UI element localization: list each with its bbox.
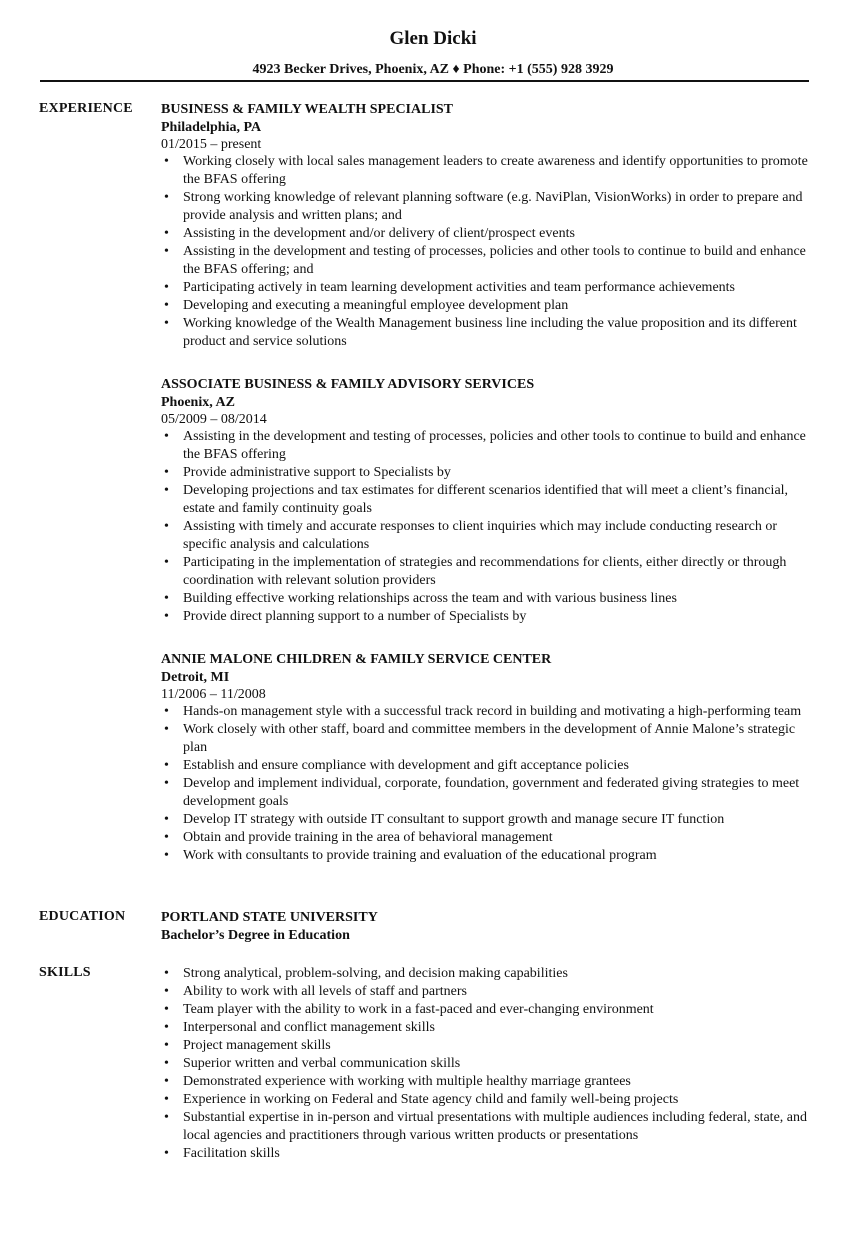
experience-heading: EXPERIENCE — [39, 101, 133, 116]
job-bullet: • Building effective working relationships across the team and with various business lines — [161, 590, 821, 608]
job-bullet: • Assisting in the development and/or delivery of client/prospect events — [161, 225, 821, 243]
job-location: Phoenix, AZ — [161, 395, 235, 410]
education-school: PORTLAND STATE UNIVERSITY — [161, 910, 378, 925]
job-bullet-list — [161, 428, 821, 626]
job-bullet: • Participating in the implementation of strategies and recommendations for clients, either directly or through coordination with relevant solution providers — [161, 554, 821, 590]
job-entry — [161, 101, 821, 351]
job-bullet: • Participating actively in team learning development activities and team performance achievements — [161, 279, 821, 297]
skill-item: • Strong analytical, problem-solving, and decision making capabilities — [161, 965, 821, 983]
skills-list — [161, 965, 821, 1163]
job-bullet-list — [161, 153, 821, 351]
job-bullet: • Hands-on management style with a successful track record in building and motivating a high-performing team — [161, 703, 821, 721]
education-degree: Bachelor’s Degree in Education — [161, 928, 350, 943]
skill-item: • Facilitation skills — [161, 1145, 821, 1163]
job-bullet: • Establish and ensure compliance with development and gift acceptance policies — [161, 757, 821, 775]
job-bullet: • Working closely with local sales management leaders to create awareness and identify opportunities to promote the BFAS offering — [161, 153, 821, 189]
skill-item: • Team player with the ability to work in a fast-paced and ever-changing environment — [161, 1001, 821, 1019]
skill-item: • Interpersonal and conflict management skills — [161, 1019, 821, 1037]
job-bullet: • Develop and implement individual, corporate, foundation, government and federated giving strategies to meet development goals — [161, 775, 821, 811]
skill-item: • Superior written and verbal communication skills — [161, 1055, 821, 1073]
job-dates: 05/2009 – 08/2014 — [161, 412, 267, 427]
job-bullet: • Obtain and provide training in the area of behavioral management — [161, 829, 821, 847]
header-divider — [40, 80, 809, 82]
job-location: Philadelphia, PA — [161, 120, 262, 135]
job-location: Detroit, MI — [161, 670, 230, 685]
job-bullet: • Assisting in the development and testing of processes, policies and other tools to continue to build and enhance the BFAS offering — [161, 428, 821, 464]
skill-item: • Ability to work with all levels of staff and partners — [161, 983, 821, 1001]
job-bullet: • Provide direct planning support to a number of Specialists by — [161, 608, 821, 626]
job-bullet: • Working knowledge of the Wealth Management business line including the value proposition and its different product and service solutions — [161, 315, 821, 351]
job-entry — [161, 376, 821, 626]
skills-body — [161, 965, 821, 1163]
experience-body — [161, 101, 821, 890]
job-bullet-list — [161, 703, 821, 865]
job-bullet: • Work with consultants to provide training and evaluation of the educational program — [161, 847, 821, 865]
candidate-name: Glen Dicki — [389, 28, 477, 49]
job-title: ASSOCIATE BUSINESS & FAMILY ADVISORY SERVICES — [161, 377, 535, 392]
contact-line: 4923 Becker Drives, Phoenix, AZ ♦ Phone: +1 (555) 928 3929 — [252, 62, 614, 77]
job-bullet: • Assisting with timely and accurate responses to client inquiries which may include conducting research or specific analysis and calculations — [161, 518, 821, 554]
skills-heading: SKILLS — [39, 965, 91, 980]
skill-item: • Experience in working on Federal and State agency child and family well-being projects — [161, 1091, 821, 1109]
job-dates: 11/2006 – 11/2008 — [161, 687, 266, 702]
job-bullet: • Developing and executing a meaningful employee development plan — [161, 297, 821, 315]
job-bullet: • Assisting in the development and testing of processes, policies and other tools to continue to build and enhance the BFAS offering; and — [161, 243, 821, 279]
job-bullet: • Provide administrative support to Specialists by — [161, 464, 821, 482]
job-title: ANNIE MALONE CHILDREN & FAMILY SERVICE CENTER — [161, 652, 552, 667]
skill-item: • Substantial expertise in in-person and virtual presentations with multiple audiences including federal, state, and local agencies and practitioners through various written products or presentations — [161, 1109, 821, 1145]
job-entry — [161, 651, 821, 865]
skill-item: • Demonstrated experience with working with multiple healthy marriage grantees — [161, 1073, 821, 1091]
skill-item: • Project management skills — [161, 1037, 821, 1055]
education-body — [161, 909, 821, 945]
job-bullet: • Work closely with other staff, board and committee members in the development of Annie Malone’s strategic plan — [161, 721, 821, 757]
job-title: BUSINESS & FAMILY WEALTH SPECIALIST — [161, 102, 454, 117]
job-bullet: • Develop IT strategy with outside IT consultant to support growth and manage secure IT function — [161, 811, 821, 829]
education-heading: EDUCATION — [39, 909, 126, 924]
job-dates: 01/2015 – present — [161, 137, 262, 152]
job-bullet: • Developing projections and tax estimates for different scenarios identified that will meet a client’s financial, estate and family continuity goals — [161, 482, 821, 518]
job-bullet: • Strong working knowledge of relevant planning software (e.g. NaviPlan, VisionWorks) in order to prepare and provide analysis and written plans; and — [161, 189, 821, 225]
